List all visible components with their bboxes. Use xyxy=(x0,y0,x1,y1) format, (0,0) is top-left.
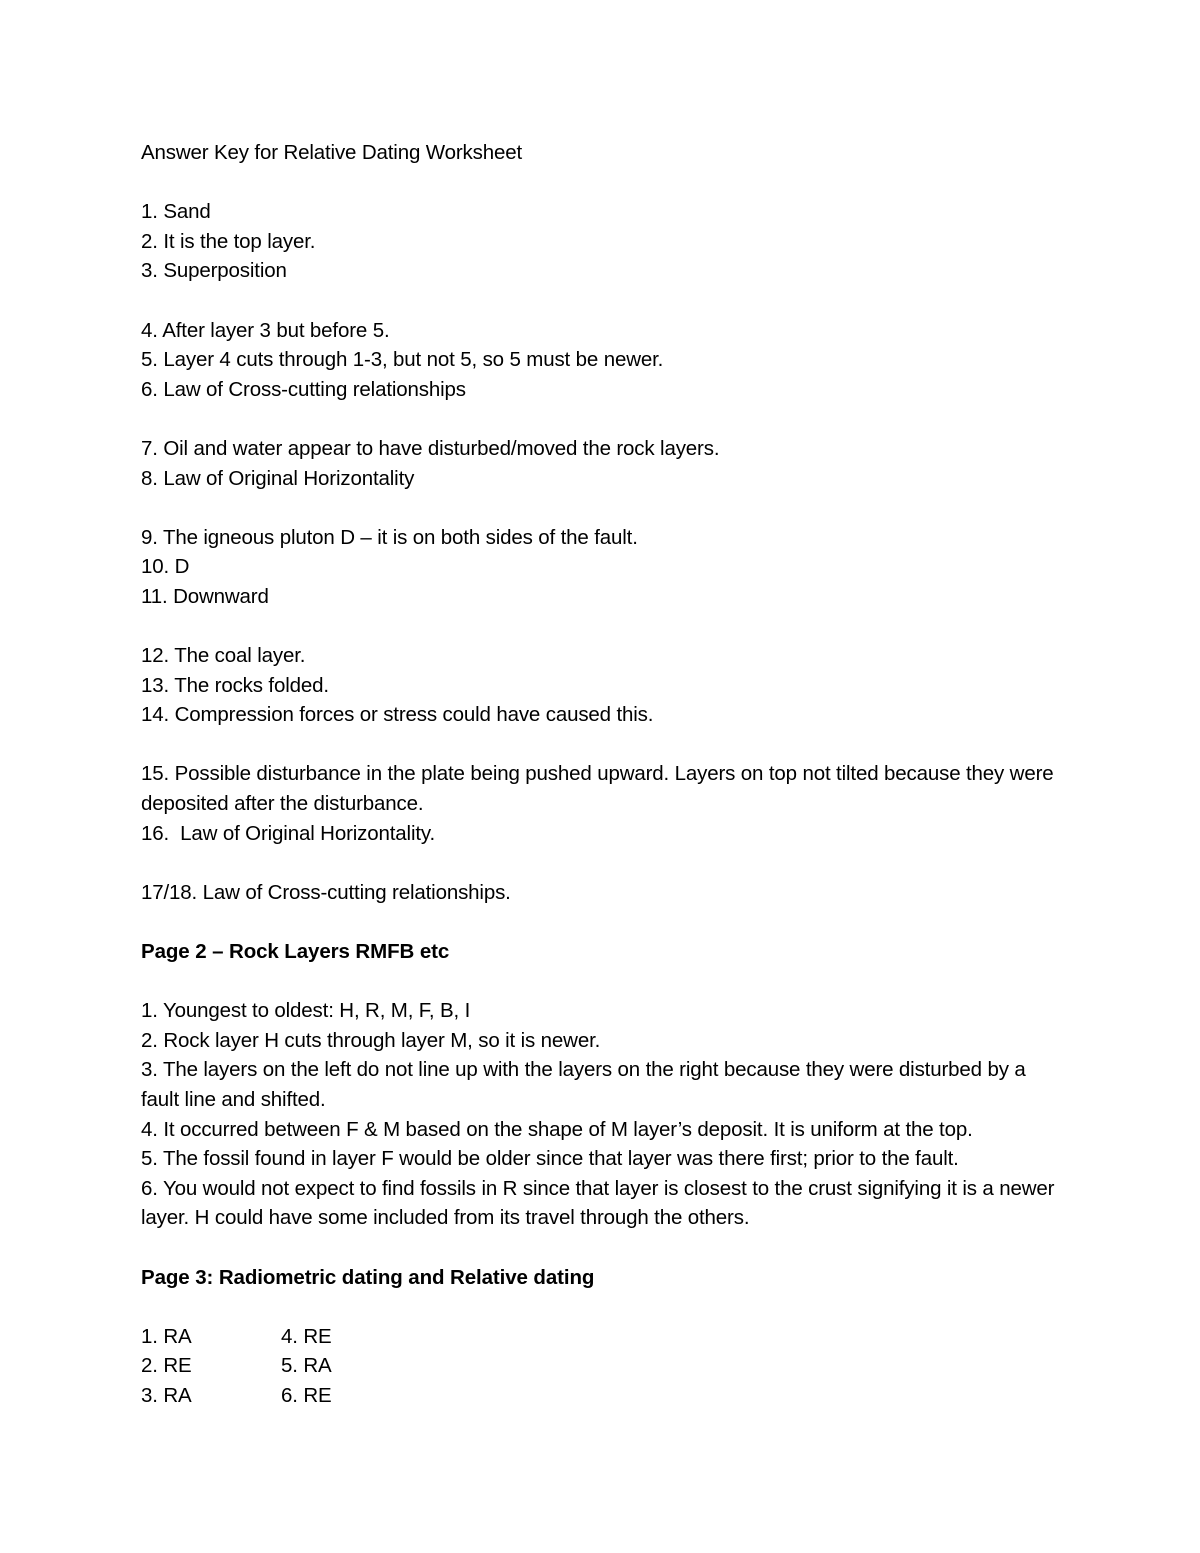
answer-line: 15. Possible disturbance in the plate being pushed upward. Layers on top not tilted because they were deposited after the disturbance. xyxy=(141,762,1054,816)
answer-line: 4. It occurred between F & M based on the shape of M layer’s deposit. It is uniform at the top. xyxy=(141,1117,973,1141)
section-heading-page3-block xyxy=(141,1263,1066,1293)
answer-group-1 xyxy=(141,197,1066,286)
answer-group-3 xyxy=(141,434,1066,493)
answer-line: 8. Law of Original Horizontality xyxy=(141,466,415,490)
answer-group-7 xyxy=(141,878,1066,908)
answer-line: 1. Sand xyxy=(141,200,211,224)
answer-line: 11. Downward xyxy=(141,584,269,608)
answer-line: 5. The fossil found in layer F would be older since that layer was there first; prior to the fault. xyxy=(141,1147,959,1171)
answer-cell-left: 3. RA xyxy=(141,1383,192,1407)
answer-line: 16. Law of Original Horizontality. xyxy=(141,821,436,845)
answer-line: 12. The coal layer. xyxy=(141,644,306,668)
section-heading-page2: Page 2 – Rock Layers RMFB etc xyxy=(141,940,450,964)
answer-cell-left: 2. RE xyxy=(141,1354,192,1378)
answer-line: 13. The rocks folded. xyxy=(141,673,329,697)
answer-line: 2. Rock layer H cuts through layer M, so it is newer. xyxy=(141,1028,601,1052)
answer-group-6 xyxy=(141,759,1066,848)
answer-line: 10. D xyxy=(141,555,190,579)
answer-grid-page3 xyxy=(141,1322,1066,1411)
document-body xyxy=(141,138,1066,1411)
answer-group-2 xyxy=(141,316,1066,405)
answer-cell-right: 6. RE xyxy=(281,1383,332,1407)
answer-line: 6. You would not expect to find fossils in R since that layer is closest to the crust signifying it is a newer layer. H could have some included from its travel through the others. xyxy=(141,1176,1055,1230)
answer-line: 4. After layer 3 but before 5. xyxy=(141,318,390,342)
answer-line: 17/18. Law of Cross-cutting relationships. xyxy=(141,880,511,904)
document-title-block xyxy=(141,138,1066,168)
answer-group-5 xyxy=(141,641,1066,730)
answer-cell-left: 1. RA xyxy=(141,1324,192,1348)
answer-line: 14. Compression forces or stress could have caused this. xyxy=(141,703,654,727)
answer-cell-right: 4. RE xyxy=(281,1324,332,1348)
section-heading-page2-block xyxy=(141,937,1066,967)
answer-line: 3. Superposition xyxy=(141,259,287,283)
section-heading-page3: Page 3: Radiometric dating and Relative dating xyxy=(141,1265,595,1289)
answer-group-4 xyxy=(141,523,1066,612)
answer-line: 7. Oil and water appear to have disturbed/moved the rock layers. xyxy=(141,436,720,460)
answer-line: 3. The layers on the left do not line up with the layers on the right because they were disturbed by a fault line and shifted. xyxy=(141,1058,1026,1111)
page-title: Answer Key for Relative Dating Worksheet xyxy=(141,141,523,164)
answer-group-page2 xyxy=(141,996,1066,1233)
answer-line: 2. It is the top layer. xyxy=(141,229,316,253)
answer-line: 9. The igneous pluton D – it is on both sides of the fault. xyxy=(141,525,638,549)
answer-cell-right: 5. RA xyxy=(281,1354,332,1378)
answer-line: 1. Youngest to oldest: H, R, M, F, B, I xyxy=(141,999,471,1023)
answer-line: 6. Law of Cross-cutting relationships xyxy=(141,377,466,401)
answer-line: 5. Layer 4 cuts through 1-3, but not 5, so 5 must be newer. xyxy=(141,348,664,372)
